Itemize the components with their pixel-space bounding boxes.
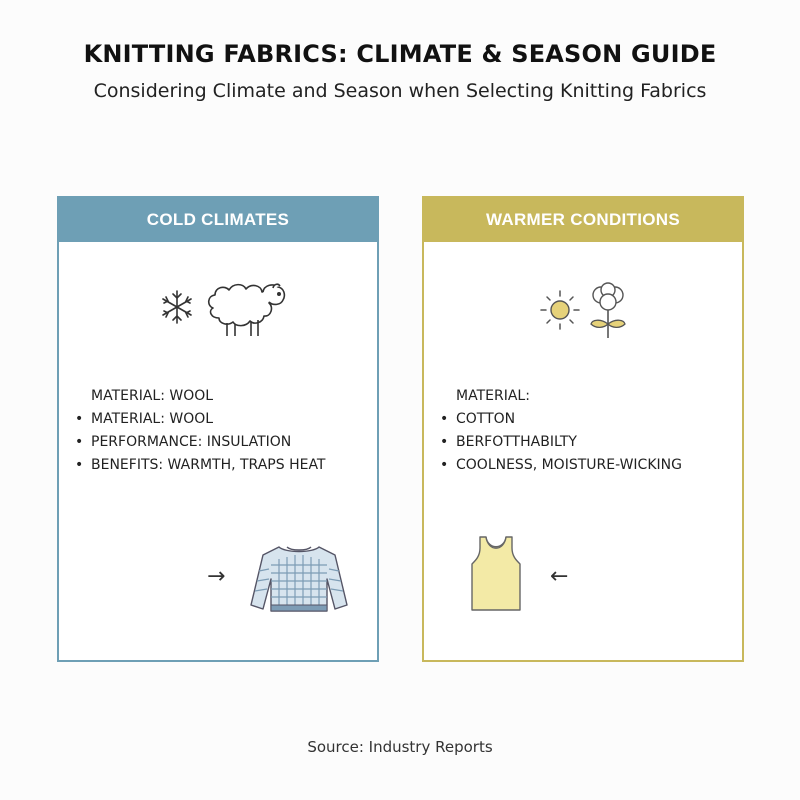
sheep-icon [203, 280, 289, 342]
snowflake-icon [158, 288, 196, 326]
source-note: Source: Industry Reports [307, 738, 493, 756]
cold-text-block [75, 385, 325, 477]
sun-icon [538, 288, 582, 332]
list-item: • COTTON [440, 408, 682, 431]
cold-panel-heading: COLD CLIMATES [59, 198, 377, 242]
arrow-left-icon: ← [550, 564, 569, 589]
list-item: • PERFORMANCE: INSULATION [75, 431, 325, 454]
list-item: • BERFOTTHABILTY [440, 431, 682, 454]
cotton-flower-icon [588, 282, 628, 340]
arrow-right-icon: → [207, 564, 226, 589]
list-item: • COOLNESS, MOISTURE-WICKING [440, 454, 682, 477]
page-title: KNITTING FABRICS: CLIMATE & SEASON GUIDE [83, 40, 717, 68]
list-item: • BENEFITS: WARMTH, TRAPS HEAT [75, 454, 325, 477]
cold-bullet-list [75, 408, 325, 477]
warmer-conditions-panel [422, 196, 744, 662]
cold-climates-panel [57, 196, 379, 662]
warm-text-block [440, 385, 682, 477]
cold-lead-line: MATERIAL: WOOL [91, 388, 214, 404]
warm-bullet-list [440, 408, 682, 477]
page-subtitle: Considering Climate and Season when Selecting Knitting Fabrics [93, 80, 707, 102]
warm-lead-line: MATERIAL: [456, 388, 530, 404]
sweater-icon [249, 543, 349, 617]
list-item: • MATERIAL: WOOL [75, 408, 325, 431]
warm-panel-heading: WARMER CONDITIONS [424, 198, 742, 242]
tank-top-icon [466, 534, 526, 614]
